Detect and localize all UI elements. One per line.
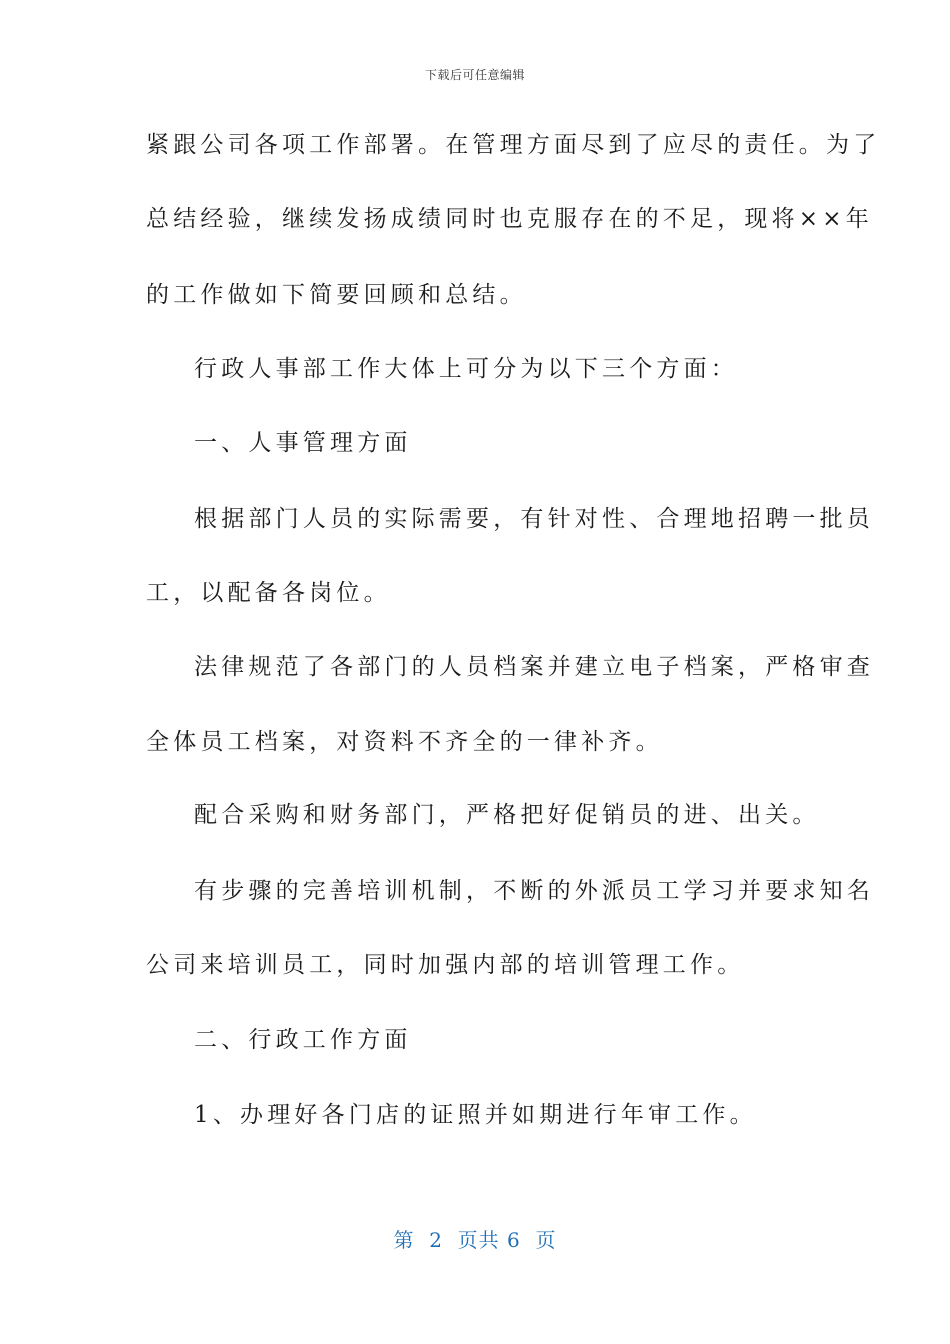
paragraph-line: 全体员工档案，对资料不齐全的一律补齐。 (146, 729, 663, 755)
paragraph-line: 公司来培训员工，同时加强内部的培训管理工作。 (146, 952, 745, 978)
paragraph-line: 紧跟公司各项工作部署。在管理方面尽到了应尽的责任。为了 (146, 132, 881, 158)
paragraph-line: 工，以配备各岗位。 (146, 580, 391, 606)
paragraph-line: 根据部门人员的实际需要，有针对性、合理地招聘一批员 (194, 506, 874, 532)
paragraph-line: 总结经验，继续发扬成绩同时也克服存在的不足，现将××年 (146, 206, 873, 232)
section-heading: 二、行政工作方面 (194, 1027, 412, 1053)
paragraph-line: 有步骤的完善培训机制，不断的外派员工学习并要求知名 (194, 878, 874, 904)
paragraph-line: 的工作做如下简要回顾和总结。 (146, 282, 527, 308)
paragraph-line: 法律规范了各部门的人员档案并建立电子档案，严格审查 (194, 654, 874, 680)
paragraph-line: 行政人事部工作大体上可分为以下三个方面： (194, 356, 738, 382)
page-number: 第 2 页共 6 页 (393, 1228, 557, 1252)
section-heading: 一、人事管理方面 (194, 430, 412, 456)
download-note: 下载后可任意编辑 (424, 68, 525, 82)
paragraph-line: 配合采购和财务部门，严格把好促销员的进、出关。 (194, 802, 820, 828)
paragraph-line: 1、办理好各门店的证照并如期进行年审工作。 (194, 1102, 757, 1128)
